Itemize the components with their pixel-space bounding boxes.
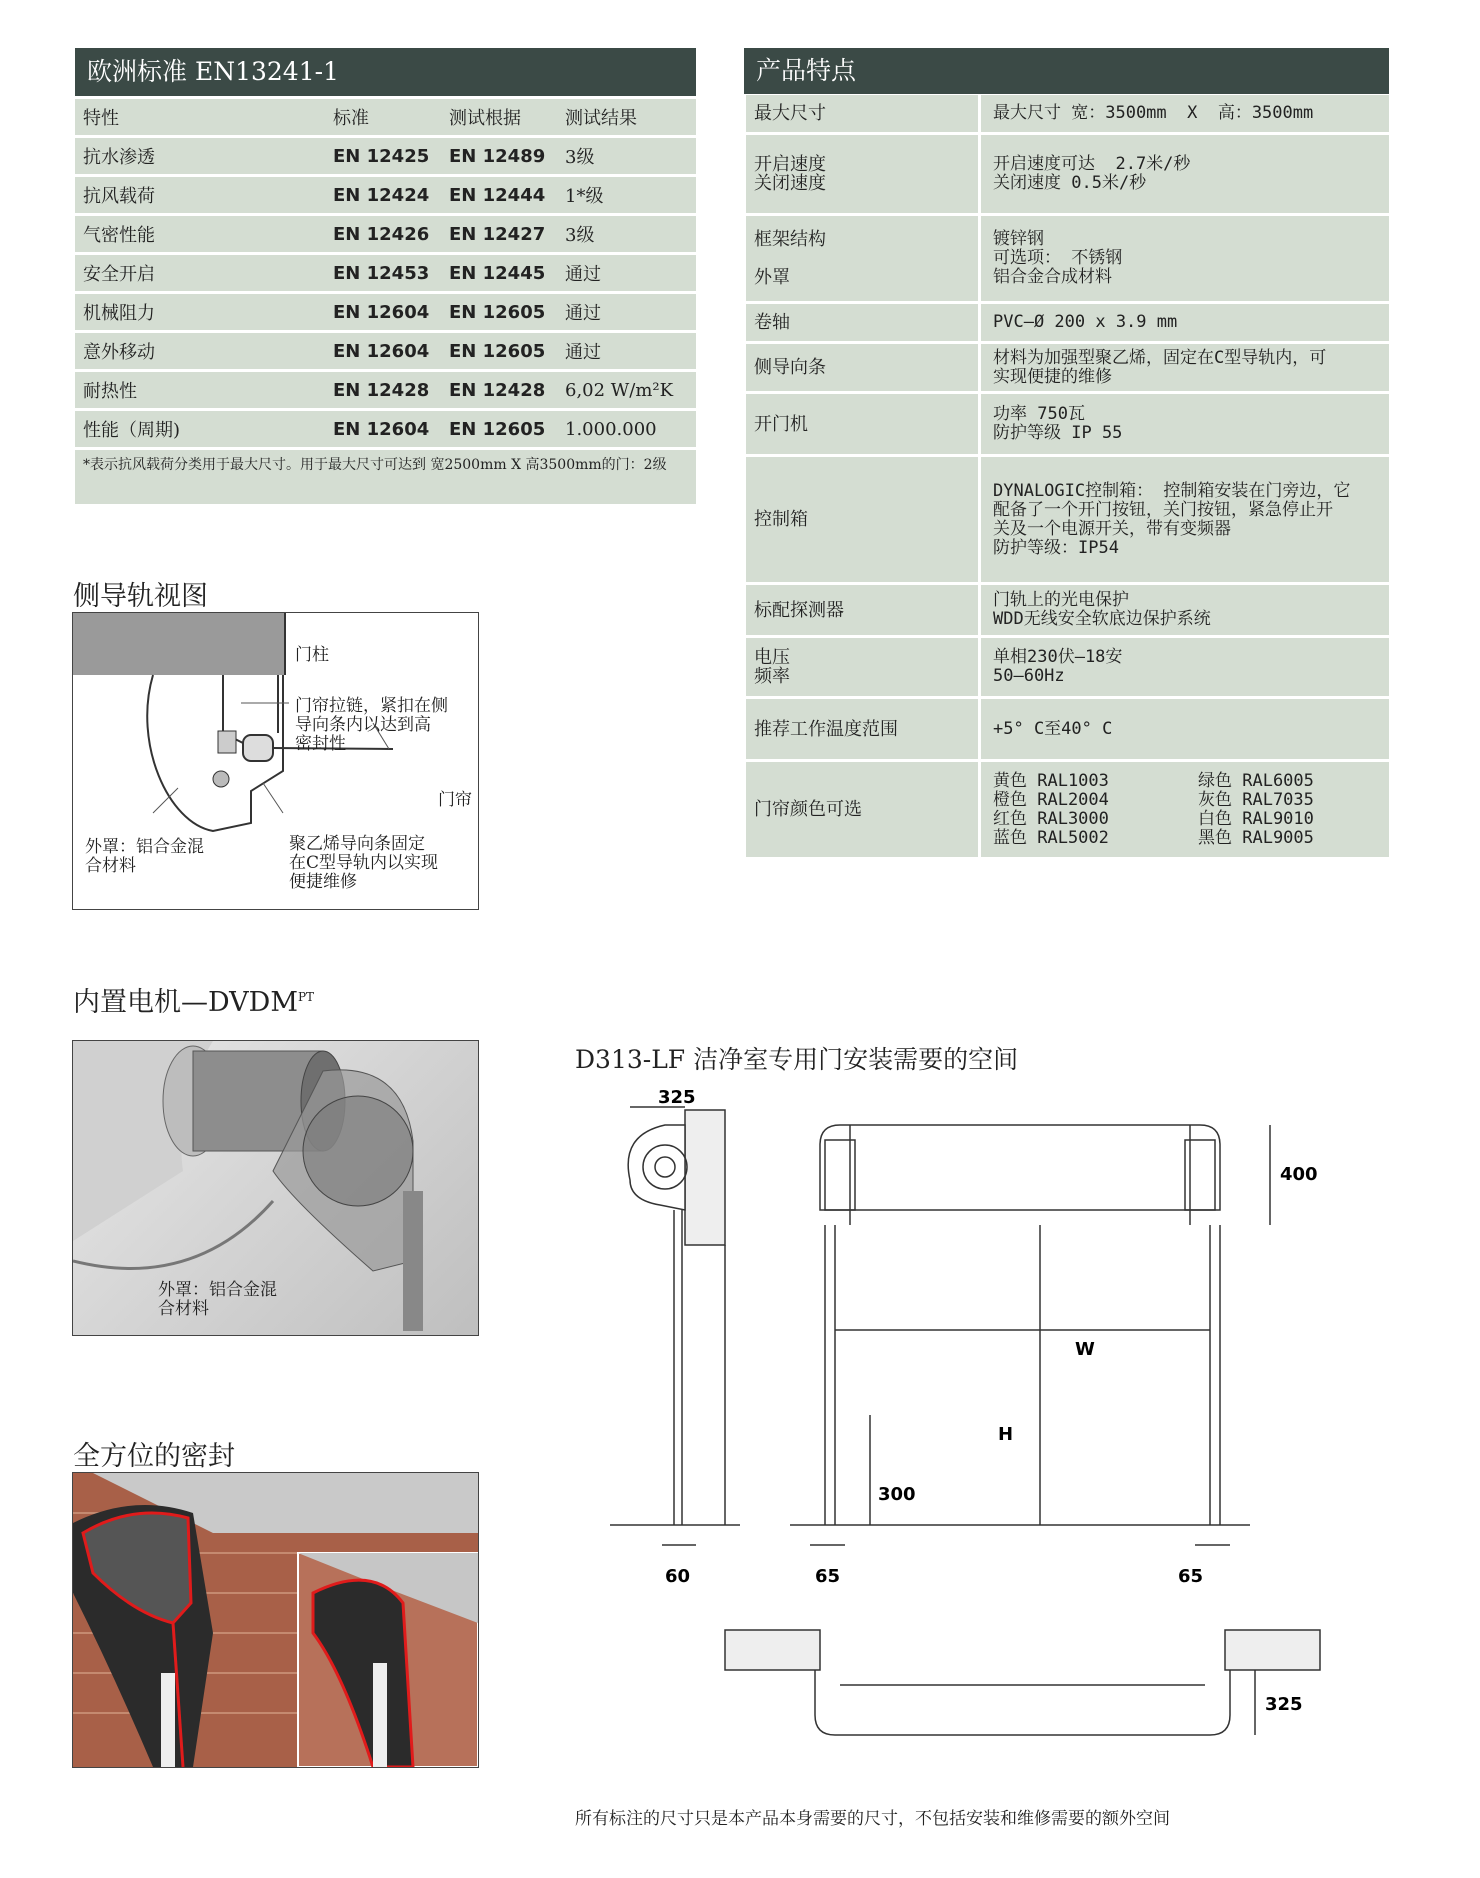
property-cell: 意外移动 (75, 333, 325, 369)
standard-cell: EN 12604 (325, 333, 441, 369)
en-standard-title: 欧洲标准 EN13241-1 (75, 48, 696, 96)
en-standard-table (75, 96, 696, 450)
feature-row (746, 699, 1389, 759)
table-row (75, 216, 696, 252)
curtain-color-grid (993, 772, 1358, 848)
test-basis-cell: EN 12445 (441, 255, 557, 291)
feature-value: 镀锌钢 可选项： 不锈钢 铝合金合成材料 (981, 216, 1389, 301)
table-row (75, 255, 696, 291)
label-curtain: 门帘 (438, 790, 472, 810)
test-basis-cell: EN 12605 (441, 294, 557, 330)
header-cell: 测试结果 (557, 99, 696, 135)
curtain-color-option: 橙色 RAL2004 (993, 789, 1109, 810)
feature-row (746, 638, 1389, 696)
test-basis-cell: EN 12427 (441, 216, 557, 252)
feature-row (746, 304, 1389, 341)
dim-400: 400 (1280, 1164, 1318, 1185)
feature-key: 开门机 (746, 394, 978, 454)
dim-325-plan: 325 (1265, 1694, 1303, 1715)
curtain-color-option: 灰色 RAL7035 (1198, 789, 1314, 810)
feature-value: 功率 750瓦 防护等级 IP 55 (981, 394, 1389, 454)
install-footer-note: 所有标注的尺寸只是本产品本身需要的尺寸，不包括安装和维修需要的额外空间 (575, 1809, 1170, 1829)
table-row (75, 177, 696, 213)
dim-h: H (998, 1424, 1014, 1445)
test-basis-cell: EN 12444 (441, 177, 557, 213)
feature-key: 框架结构 外罩 (746, 216, 978, 301)
property-cell: 耐热性 (75, 372, 325, 408)
result-cell: 1*级 (557, 177, 696, 213)
dim-65-left: 65 (815, 1566, 841, 1587)
feature-value: 材料为加强型聚乙烯，固定在C型导轨内，可 实现便捷的维修 (981, 344, 1389, 391)
feature-row (746, 216, 1389, 301)
curtain-color-option: 红色 RAL3000 (993, 808, 1109, 829)
property-cell: 抗水渗透 (75, 138, 325, 174)
feature-value: 最大尺寸 宽：3500mm X 高：3500mm (981, 95, 1389, 132)
result-cell: 通过 (557, 255, 696, 291)
door-post-concrete (73, 613, 285, 675)
table-row (75, 411, 696, 447)
feature-value: 门轨上的光电保护 WDD无线安全软底边保护系统 (981, 585, 1389, 635)
feature-value: +5° C至40° C (981, 699, 1389, 759)
curtain-color-option: 黄色 RAL1003 (993, 770, 1109, 791)
property-cell: 抗风载荷 (75, 177, 325, 213)
feature-value: 单相230伏—18安 50—60Hz (981, 638, 1389, 696)
header-cell: 测试根据 (441, 99, 557, 135)
feature-key: 控制箱 (746, 457, 978, 582)
feature-value (981, 762, 1389, 857)
table-row (75, 333, 696, 369)
feature-row (746, 457, 1389, 582)
motor-title (73, 980, 314, 1019)
result-cell: 通过 (557, 294, 696, 330)
seal-drawing (73, 1473, 478, 1767)
standard-cell: EN 12453 (325, 255, 441, 291)
curtain-color-option: 白色 RAL9010 (1198, 808, 1314, 829)
side-rail-figure (72, 612, 479, 910)
side-rail-title: 侧导轨视图 (73, 581, 208, 612)
install-title: D313-LF 洁净室专用门安装需要的空间 (575, 1045, 1019, 1074)
label-post: 门柱 (295, 645, 329, 665)
feature-row (746, 95, 1389, 132)
feature-key: 卷轴 (746, 304, 978, 341)
dim-325-side: 325 (658, 1087, 696, 1108)
label-guide-strip: 聚乙烯导向条固定 在C型导轨内以实现 便捷维修 (289, 834, 439, 892)
test-basis-cell: EN 12605 (441, 333, 557, 369)
feature-key: 侧导向条 (746, 344, 978, 391)
result-cell: 3级 (557, 138, 696, 174)
curtain-color-option: 绿色 RAL6005 (1198, 770, 1314, 791)
property-cell: 安全开启 (75, 255, 325, 291)
label-zipper: 门帘拉链，紧扣在侧 导向条内以达到高 密封性 (295, 696, 448, 754)
feature-row (746, 394, 1389, 454)
feature-key: 门帘颜色可选 (746, 762, 978, 857)
result-cell: 1.000.000 (557, 411, 696, 447)
dim-300: 300 (878, 1484, 916, 1505)
result-cell: 6,02 W/m²K (557, 372, 696, 408)
feature-row (746, 762, 1389, 857)
seal-title: 全方位的密封 (73, 1441, 235, 1472)
header-cell: 特性 (75, 99, 325, 135)
motor-cover-label: 外罩：铝合金混 合材料 (158, 1280, 277, 1319)
table-row (75, 138, 696, 174)
standard-cell: EN 12604 (325, 411, 441, 447)
feature-key: 推荐工作温度范围 (746, 699, 978, 759)
guide-strip (243, 735, 273, 761)
features-table (746, 95, 1389, 860)
table-row (75, 372, 696, 408)
wind-load-note: *表示抗风载荷分类用于最大尺寸。用于最大尺寸可达到 宽2500mm X 高3500mm的门：2级 (75, 450, 696, 504)
standard-cell: EN 12425 (325, 138, 441, 174)
table-header-row (75, 99, 696, 135)
standard-cell: EN 12424 (325, 177, 441, 213)
standard-cell: EN 12604 (325, 294, 441, 330)
motor-figure (72, 1040, 479, 1336)
feature-key: 开启速度 关闭速度 (746, 135, 978, 213)
feature-row (746, 344, 1389, 391)
curtain-color-option: 黑色 RAL9005 (1198, 827, 1314, 848)
feature-key: 最大尺寸 (746, 95, 978, 132)
dim-w: W (1075, 1339, 1095, 1360)
curtain-color-option: 蓝色 RAL5002 (993, 827, 1109, 848)
feature-value: PVC—Ø 200 x 3.9 mm (981, 304, 1389, 341)
test-basis-cell: EN 12428 (441, 372, 557, 408)
motor-title-text: 内置电机—DVDM (73, 987, 298, 1018)
seal-figure (72, 1472, 479, 1768)
property-cell: 性能（周期) (75, 411, 325, 447)
front-view (790, 1125, 1270, 1545)
feature-row (746, 585, 1389, 635)
dim-65-right: 65 (1178, 1566, 1204, 1587)
test-basis-cell: EN 12605 (441, 411, 557, 447)
result-cell: 3级 (557, 216, 696, 252)
features-title: 产品特点 (744, 48, 1389, 94)
property-cell: 机械阻力 (75, 294, 325, 330)
en-standard-section (75, 48, 696, 504)
install-drawing (570, 1085, 1340, 1785)
dim-60: 60 (665, 1566, 691, 1587)
feature-value: 开启速度可达 2.7米/秒 关闭速度 0.5米/秒 (981, 135, 1389, 213)
feature-value: DYNALOGIC控制箱： 控制箱安装在门旁边，它 配备了一个开门按钮，关门按钮，紧急停止开 关及一个电源开关，带有变频器 防护等级：IP54 (981, 457, 1389, 582)
motor-title-sup: PT (297, 990, 315, 1004)
property-cell: 气密性能 (75, 216, 325, 252)
plan-view (725, 1630, 1320, 1735)
result-cell: 通过 (557, 333, 696, 369)
feature-key: 标配探测器 (746, 585, 978, 635)
header-cell: 标准 (325, 99, 441, 135)
side-view (610, 1107, 740, 1545)
standard-cell: EN 12426 (325, 216, 441, 252)
feature-key: 电压 频率 (746, 638, 978, 696)
table-row (75, 294, 696, 330)
test-basis-cell: EN 12489 (441, 138, 557, 174)
feature-row (746, 135, 1389, 213)
standard-cell: EN 12428 (325, 372, 441, 408)
label-outer-cover: 外罩：铝合金混 合材料 (85, 837, 204, 876)
